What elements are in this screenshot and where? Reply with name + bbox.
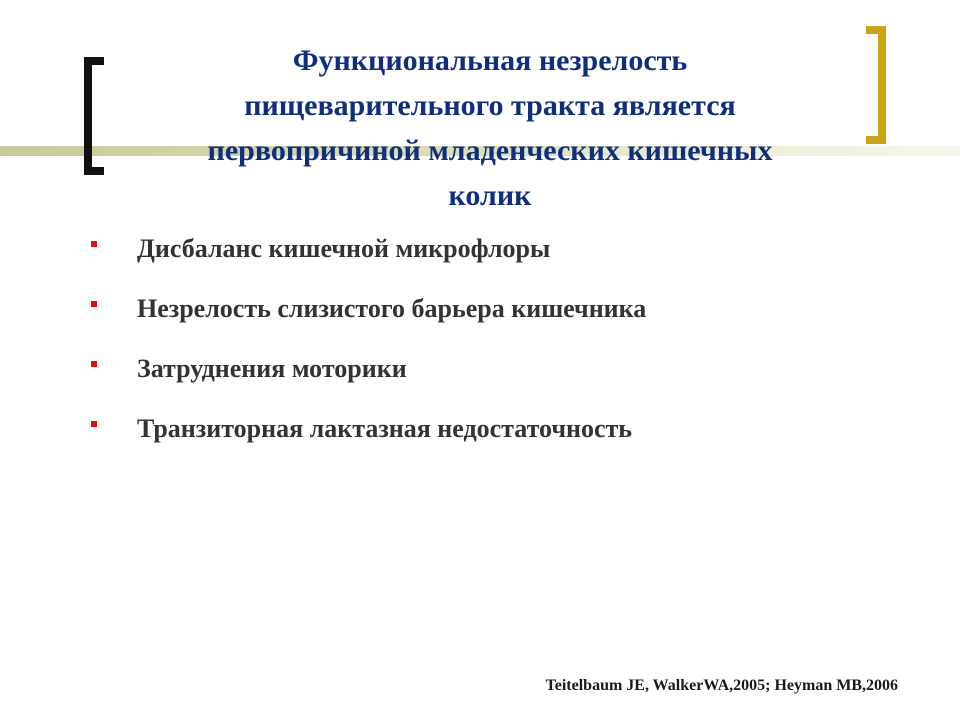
left-bracket-decoration [84, 57, 92, 175]
bullet-text: Затруднения моторики [137, 354, 407, 383]
bullet-square-icon [91, 361, 97, 367]
bullet-text: Дисбаланс кишечной микрофлоры [137, 234, 551, 263]
title-line: колик [448, 179, 532, 212]
bullet-item [88, 286, 888, 346]
bullet-text: Транзиторная лактазная недостаточность [137, 414, 633, 443]
bullet-item [88, 346, 888, 406]
slide-title [100, 38, 880, 218]
bullet-text: Незрелость слизистого барьера кишечника [137, 294, 647, 323]
title-line: Функциональная незрелость [292, 44, 688, 77]
title-line: первопричиной младенческих кишечных [207, 134, 773, 167]
bullet-item [88, 226, 888, 286]
bullet-item [88, 406, 888, 466]
bullet-list [88, 226, 888, 466]
title-line: пищеварительного тракта является [244, 89, 736, 122]
bullet-square-icon [91, 241, 97, 247]
citation: Teitelbaum JE, WalkerWA,2005; Heyman MB,2006 [545, 677, 898, 694]
bullet-square-icon [91, 421, 97, 427]
bullet-square-icon [91, 301, 97, 307]
